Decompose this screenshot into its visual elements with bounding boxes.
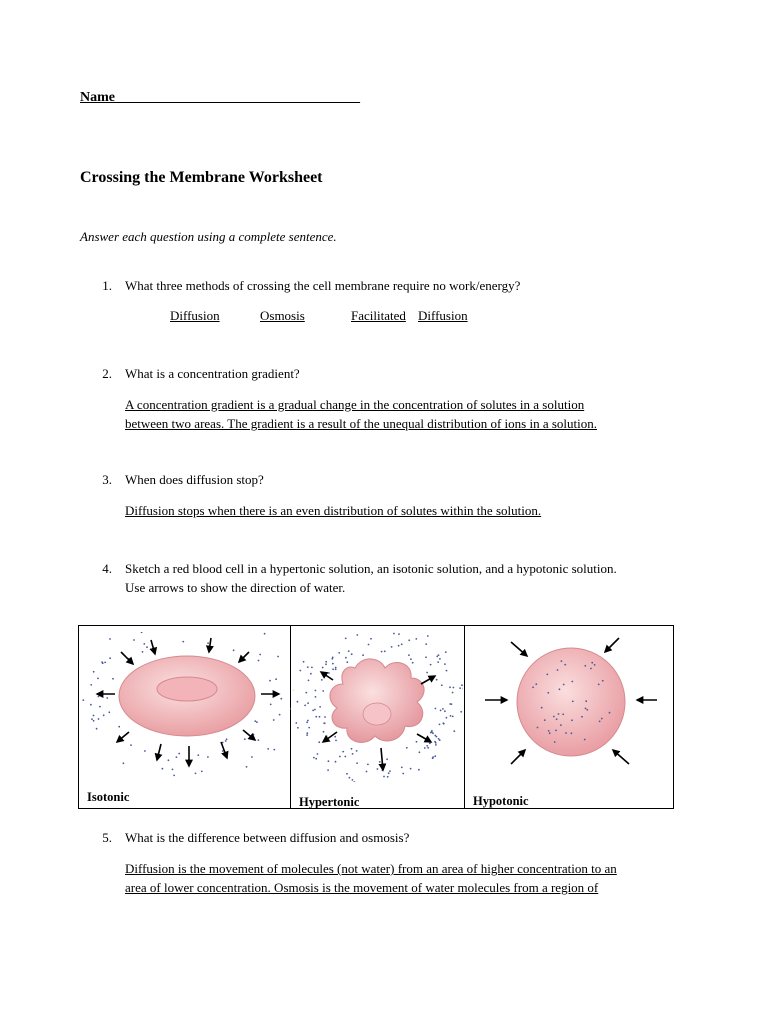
solute-dot — [328, 672, 330, 674]
solute-dot — [435, 708, 437, 710]
solute-dot — [275, 678, 277, 680]
solute-dot — [273, 749, 275, 751]
solute-dot — [269, 680, 271, 682]
solute-dot — [353, 781, 355, 782]
instructions: Answer each question using a complete sentence. — [80, 229, 337, 244]
solute-dot — [594, 664, 596, 666]
solute-dot — [560, 724, 562, 726]
solute-dot — [556, 718, 558, 720]
solute-dot — [325, 663, 327, 665]
solute-dot — [584, 739, 586, 741]
solute-dot — [90, 684, 92, 686]
name-field-label: Name ________________ __________________ — [80, 90, 360, 105]
solute-dot — [338, 652, 340, 654]
solute-dot — [251, 756, 253, 758]
solute-dot — [112, 678, 114, 680]
solute-dot — [368, 644, 370, 646]
solute-dot — [299, 670, 301, 672]
solute-dot — [381, 651, 383, 653]
solute-dot — [356, 750, 358, 752]
solute-dot — [430, 664, 432, 666]
solute-dot — [99, 706, 101, 708]
solute-dot — [425, 656, 427, 658]
solute-dot — [101, 661, 103, 663]
solute-dot — [449, 686, 451, 688]
solute-dot — [172, 769, 174, 771]
solute-dot — [168, 759, 170, 761]
hypotonic-label: Hypotonic — [473, 794, 529, 808]
solute-dot — [93, 715, 95, 717]
solute-dot — [322, 667, 324, 669]
solute-dot — [402, 773, 404, 775]
solute-dot — [335, 668, 337, 670]
solute-dot — [308, 727, 310, 729]
solute-dot — [142, 651, 144, 653]
solute-dot — [267, 748, 269, 750]
solute-dot — [315, 690, 317, 692]
solute-dot — [195, 773, 197, 775]
solute-dot — [444, 710, 446, 712]
solute-dot — [225, 740, 227, 742]
question-2-answer-line-1: A concentration gradient is a gradual change in the concentration of solutes in a solution — [125, 397, 585, 412]
solute-dot — [452, 716, 454, 718]
solute-dot — [143, 643, 145, 645]
solute-dot — [460, 711, 462, 713]
solute-dot — [270, 704, 272, 706]
hypertonic-cell — [330, 659, 424, 742]
solute-dot — [439, 739, 441, 741]
isotonic-cell-center — [157, 677, 217, 701]
question-1-number: 1. — [102, 278, 112, 293]
solute-dot — [312, 710, 314, 712]
solute-dot — [535, 683, 537, 685]
hypertonic-cell-illustration — [293, 632, 463, 782]
solute-dot — [290, 708, 291, 710]
solute-dot — [565, 732, 567, 734]
solute-dot — [401, 767, 403, 769]
solute-dot — [259, 654, 261, 656]
solute-dot — [426, 745, 428, 747]
solute-dot — [432, 756, 434, 758]
solute-dot — [431, 730, 433, 732]
solute-dot — [388, 772, 390, 774]
solute-dot — [279, 714, 281, 716]
solute-dot — [401, 643, 403, 645]
solute-dot — [317, 753, 319, 755]
solute-dot — [439, 658, 441, 660]
solute-dot — [178, 753, 180, 755]
solute-dot — [109, 638, 111, 640]
solute-dot — [332, 657, 334, 659]
solute-dot — [306, 721, 308, 723]
solute-dot — [327, 769, 329, 771]
solute-dot — [412, 662, 414, 664]
solute-dot — [176, 756, 178, 758]
solute-dot — [602, 680, 604, 682]
solute-dot — [434, 755, 436, 757]
solute-dot — [226, 738, 228, 740]
solute-dot — [314, 709, 316, 711]
question-2-number: 2. — [102, 366, 112, 381]
solute-dot — [303, 661, 305, 663]
solute-dot — [297, 727, 299, 729]
solute-dot — [344, 756, 346, 758]
tonicity-figure — [78, 625, 674, 809]
solute-dot — [146, 646, 148, 648]
question-5-number: 5. — [102, 830, 112, 845]
solute-dot — [277, 656, 279, 658]
solute-dot — [387, 776, 389, 778]
solute-dot — [315, 758, 317, 760]
solute-dot — [586, 709, 588, 711]
solute-dot — [173, 775, 175, 777]
solute-dot — [419, 751, 421, 753]
solute-dot — [335, 740, 337, 742]
solute-dot — [436, 736, 438, 738]
question-5-answer-line-1: Diffusion is the movement of molecules (not water) from an area of higher concentration to an — [125, 861, 617, 876]
solute-dot — [305, 692, 307, 694]
solute-dot — [346, 661, 348, 663]
solute-dot — [415, 638, 417, 640]
solute-dot — [561, 660, 563, 662]
solute-dot — [108, 711, 110, 713]
solute-dot — [437, 661, 439, 663]
solute-dot — [408, 654, 410, 656]
solute-dot — [306, 732, 308, 734]
solute-dot — [233, 649, 235, 651]
solute-dot — [541, 707, 543, 709]
solute-dot — [601, 718, 603, 720]
question-4-number: 4. — [102, 561, 112, 576]
solute-dot — [352, 753, 354, 755]
solute-dot — [452, 692, 454, 694]
solute-dot — [162, 768, 164, 770]
solute-dot — [182, 641, 184, 643]
solute-dot — [446, 717, 448, 719]
solute-dot — [391, 646, 393, 648]
question-5-text: What is the difference between diffusion and osmosis? — [125, 830, 410, 845]
solute-dot — [90, 704, 92, 706]
solute-dot — [430, 732, 432, 734]
question-4-text-line-2: Use arrows to show the direction of water. — [125, 580, 346, 595]
solute-dot — [273, 719, 275, 721]
question-3-text: When does diffusion stop? — [125, 472, 264, 487]
solute-dot — [453, 687, 455, 689]
solute-dot — [393, 633, 395, 635]
solute-dot — [141, 632, 143, 633]
solute-dot — [554, 741, 556, 743]
solute-dot — [571, 719, 573, 721]
solute-dot — [244, 738, 246, 740]
solute-dot — [93, 720, 95, 722]
solute-dot — [130, 744, 132, 746]
solute-dot — [91, 718, 93, 720]
solute-dot — [599, 721, 601, 723]
solute-dot — [367, 764, 369, 766]
isotonic-label: Isotonic — [87, 790, 130, 804]
solute-dot — [562, 713, 564, 715]
solute-dot — [370, 638, 372, 640]
solute-dot — [258, 739, 260, 741]
solute-dot — [386, 758, 388, 760]
solute-dot — [332, 668, 334, 670]
solute-dot — [410, 658, 412, 660]
solute-dot — [590, 668, 592, 670]
solute-dot — [442, 708, 444, 710]
solute-dot — [258, 660, 260, 662]
solute-dot — [377, 768, 379, 770]
solute-dot — [440, 710, 442, 712]
solute-dot — [319, 706, 321, 708]
solute-dot — [319, 716, 321, 718]
method-facilitated: Facilitated — [351, 308, 406, 323]
solute-dot — [544, 719, 546, 721]
solute-dot — [328, 760, 330, 762]
solute-dot — [571, 681, 573, 683]
solute-dot — [264, 633, 266, 635]
solute-dot — [389, 770, 391, 772]
solute-dot — [308, 680, 310, 682]
solute-dot — [335, 667, 337, 669]
solute-dot — [280, 698, 282, 700]
question-3-number: 3. — [102, 472, 112, 487]
solute-dot — [345, 638, 347, 640]
solute-dot — [103, 714, 105, 716]
solute-dot — [585, 708, 587, 710]
solute-dot — [379, 761, 381, 763]
solute-dot — [246, 766, 248, 768]
hypertonic-label: Hypertonic — [299, 795, 360, 809]
solute-dot — [549, 732, 551, 734]
solute-dot — [321, 679, 323, 681]
solute-dot — [446, 670, 448, 672]
solute-dot — [546, 674, 548, 676]
solute-dot — [444, 663, 446, 665]
solute-dot — [352, 779, 354, 781]
method-diffusion: Diffusion — [170, 308, 220, 323]
solute-dot — [547, 692, 549, 694]
solute-dot — [548, 730, 550, 732]
solute-dot — [557, 669, 559, 671]
solute-dot — [323, 722, 325, 724]
solute-dot — [384, 650, 386, 652]
question-1-text: What three methods of crossing the cell membrane require no work/energy? — [125, 278, 521, 293]
solute-dot — [123, 762, 125, 764]
solute-dot — [432, 732, 434, 734]
solute-dot — [118, 726, 120, 728]
isotonic-cell-illustration — [81, 632, 291, 782]
solute-dot — [104, 662, 106, 664]
solute-dot — [445, 651, 447, 653]
solute-dot — [82, 699, 84, 701]
solute-dot — [591, 662, 593, 664]
solute-dot — [109, 657, 111, 659]
solute-dot — [438, 654, 440, 656]
solute-dot — [313, 757, 315, 759]
solute-dot — [310, 673, 312, 675]
solute-dot — [297, 701, 299, 703]
worksheet-title: Crossing the Membrane Worksheet — [80, 169, 323, 186]
solute-dot — [453, 730, 455, 732]
solute-dot — [418, 769, 420, 771]
solute-dot — [98, 696, 100, 698]
solute-dot — [348, 650, 350, 652]
method-osmosis: Osmosis — [260, 308, 305, 323]
solute-dot — [439, 724, 441, 726]
solute-dot — [581, 716, 583, 718]
solute-dot — [207, 756, 209, 758]
solute-dot — [362, 654, 364, 656]
solute-dot — [408, 639, 410, 641]
question-4-text-line-1: Sketch a red blood cell in a hypertonic solution, an isotonic solution, and a hypotonic solution. — [125, 561, 617, 576]
solute-dot — [304, 705, 306, 707]
solute-dot — [564, 664, 566, 666]
solute-dot — [197, 754, 199, 756]
solute-dot — [93, 671, 95, 673]
solute-dot — [342, 751, 344, 753]
solute-dot — [311, 667, 313, 669]
solute-dot — [461, 684, 463, 686]
solute-dot — [253, 734, 255, 736]
question-2-text: What is a concentration gradient? — [125, 366, 300, 381]
solute-dot — [201, 771, 203, 773]
solute-dot — [356, 634, 358, 636]
solute-dot — [254, 720, 256, 722]
solute-dot — [410, 768, 412, 770]
solute-dot — [449, 703, 451, 705]
solute-dot — [429, 743, 431, 745]
solute-dot — [326, 735, 328, 737]
solute-dot — [295, 722, 297, 724]
solute-dot — [339, 756, 341, 758]
solute-dot — [322, 690, 324, 692]
question-2-answer-line-2: between two areas. The gradient is a result of the unequal distribution of ions in a solution. — [125, 416, 597, 431]
solute-dot — [106, 697, 108, 699]
solute-dot — [406, 747, 408, 749]
solute-dot — [144, 750, 146, 752]
solute-dot — [366, 771, 368, 773]
solute-dot — [553, 716, 555, 718]
solute-dot — [334, 736, 336, 738]
method-facilitated-diffusion: Diffusion — [418, 308, 468, 323]
solute-dot — [435, 742, 437, 744]
solute-dot — [307, 666, 309, 668]
solute-dot — [349, 777, 351, 779]
solute-dot — [532, 686, 534, 688]
solute-dot — [427, 635, 429, 637]
solute-dot — [332, 663, 334, 665]
solute-dot — [558, 713, 560, 715]
solute-dot — [584, 665, 586, 667]
solute-dot — [426, 672, 428, 674]
solute-dot — [256, 721, 258, 723]
solute-dot — [436, 679, 438, 681]
solute-dot — [424, 747, 426, 749]
solute-dot — [555, 730, 557, 732]
solute-dot — [427, 747, 429, 749]
solute-dot — [459, 687, 461, 689]
solute-dot — [318, 741, 320, 743]
solute-dot — [96, 728, 98, 730]
solute-dot — [335, 761, 337, 763]
solute-dot — [571, 732, 573, 734]
solute-dot — [133, 639, 135, 641]
solute-dot — [416, 741, 418, 743]
solute-dot — [345, 657, 347, 659]
solute-dot — [563, 684, 565, 686]
solute-dot — [598, 684, 600, 686]
solute-dot — [325, 661, 327, 663]
solute-dot — [383, 776, 385, 778]
solute-dot — [585, 700, 587, 702]
solute-dot — [398, 645, 400, 647]
solute-dot — [324, 716, 326, 718]
solute-dot — [97, 678, 99, 680]
panel-divider — [464, 626, 465, 808]
solute-dot — [351, 748, 353, 750]
solute-dot — [435, 744, 437, 746]
solute-dot — [609, 712, 611, 714]
solute-dot — [450, 715, 452, 717]
solute-dot — [98, 718, 100, 720]
solute-dot — [398, 633, 400, 635]
solute-dot — [307, 720, 309, 722]
question-3-answer-line-1: Diffusion stops when there is an even distribution of solutes within the solution. — [125, 503, 542, 518]
solute-dot — [441, 684, 443, 686]
solute-dot — [537, 727, 539, 729]
solute-dot — [442, 722, 444, 724]
solute-dot — [207, 642, 209, 644]
solute-dot — [346, 773, 348, 775]
solute-dot — [356, 762, 358, 764]
solute-dot — [572, 701, 574, 703]
hypotonic-cell-illustration — [467, 630, 672, 780]
solute-dot — [559, 688, 561, 690]
solute-dot — [425, 643, 427, 645]
solute-dot — [436, 656, 438, 658]
question-5-answer-line-2: area of lower concentration. Osmosis is the movement of water molecules from a region of — [125, 880, 599, 895]
solute-dot — [323, 731, 325, 733]
hypotonic-cell — [517, 648, 625, 756]
solute-dot — [306, 734, 308, 736]
solute-dot — [315, 716, 317, 718]
solute-dot — [351, 653, 353, 655]
solute-dot — [307, 702, 309, 704]
solute-dot — [315, 696, 317, 698]
